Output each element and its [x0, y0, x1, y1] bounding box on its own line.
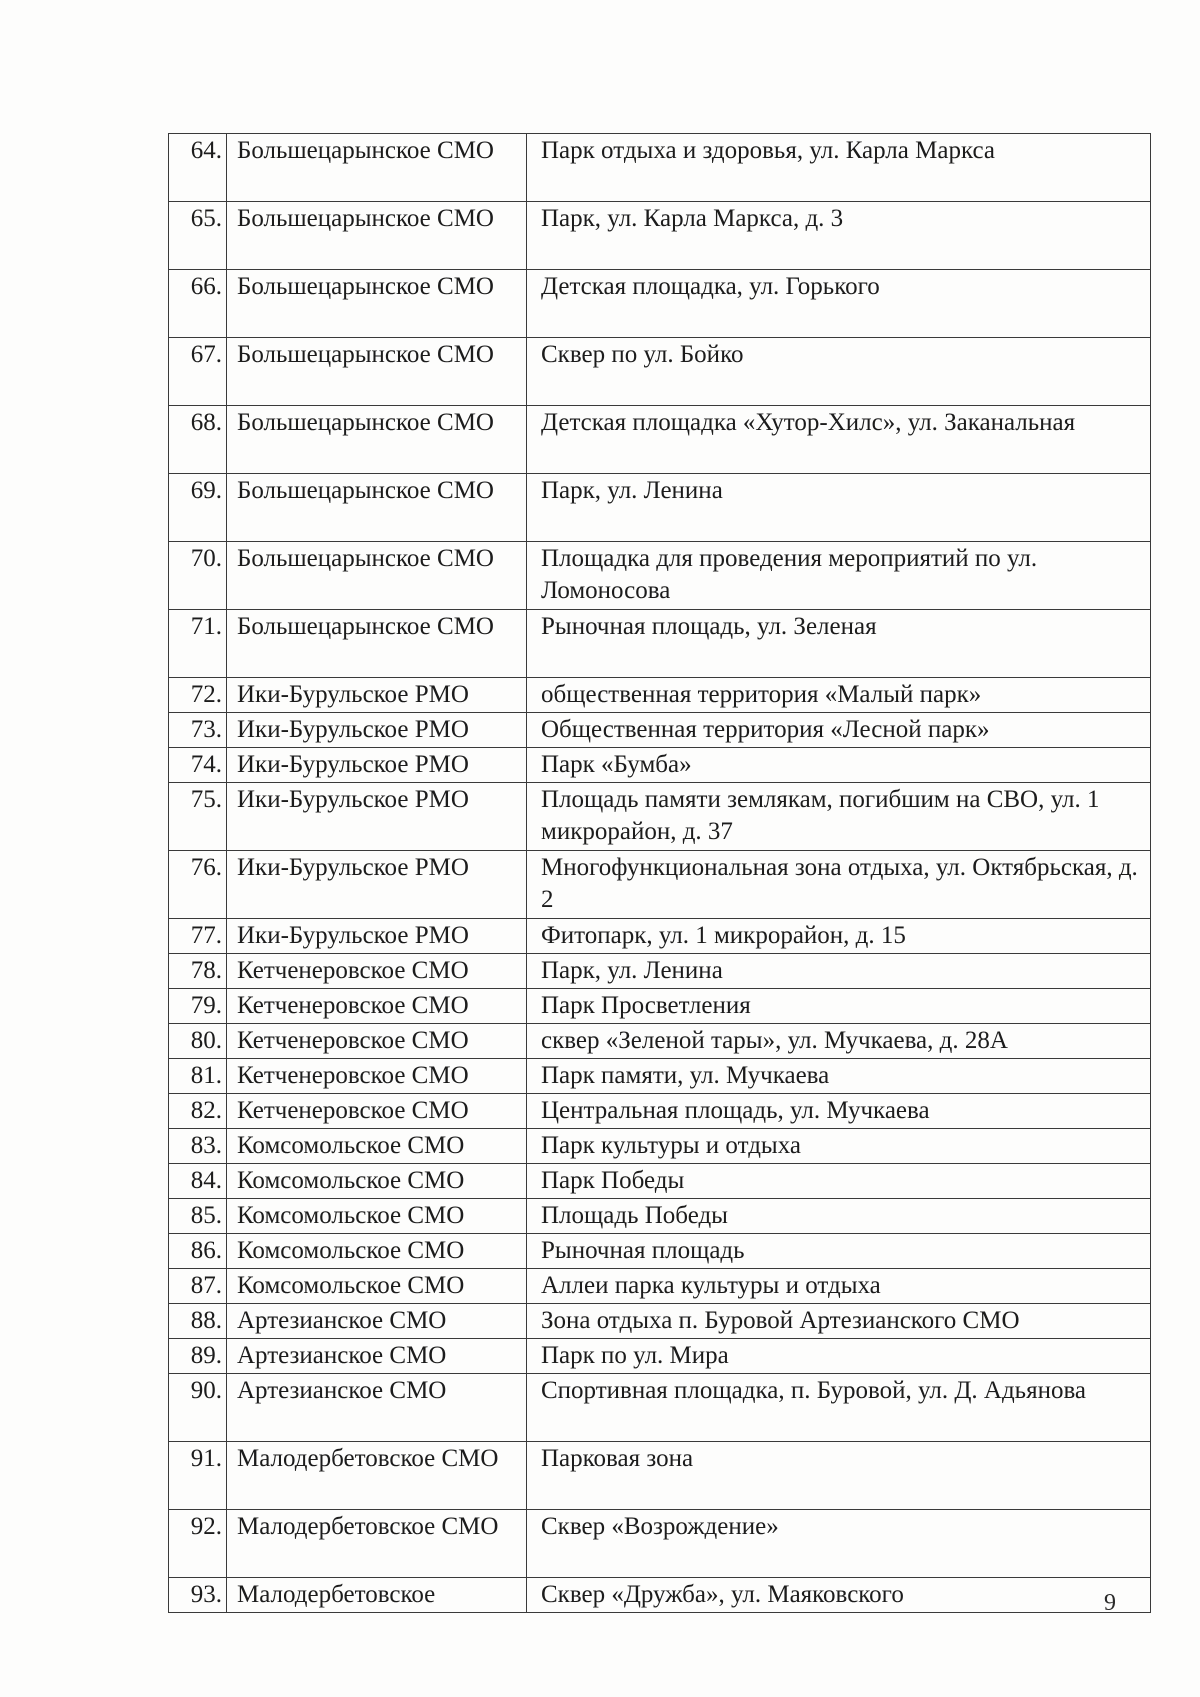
municipality: Большецарынское СМО	[227, 338, 527, 406]
territory-name: Спортивная площадка, п. Буровой, ул. Д. Адьянова	[527, 1374, 1151, 1442]
row-number: 88.	[169, 1304, 227, 1339]
row-number: 66.	[169, 270, 227, 338]
territory-name: Парк, ул. Ленина	[527, 954, 1151, 989]
municipality: Кетченеровское СМО	[227, 1059, 527, 1094]
row-number: 83.	[169, 1129, 227, 1164]
territory-name: Сквер «Дружба», ул. Маяковского	[527, 1578, 1151, 1613]
table-row	[169, 713, 1151, 748]
municipality: Большецарынское СМО	[227, 474, 527, 542]
row-number: 65.	[169, 202, 227, 270]
row-number: 75.	[169, 783, 227, 851]
row-number: 86.	[169, 1234, 227, 1269]
row-number: 85.	[169, 1199, 227, 1234]
row-number: 68.	[169, 406, 227, 474]
municipality: Большецарынское СМО	[227, 270, 527, 338]
row-number: 90.	[169, 1374, 227, 1442]
row-number: 80.	[169, 1024, 227, 1059]
table-row	[169, 202, 1151, 270]
row-number: 74.	[169, 748, 227, 783]
table-row	[169, 919, 1151, 954]
municipality: Ики-Бурульское РМО	[227, 678, 527, 713]
territory-name: Парк, ул. Ленина	[527, 474, 1151, 542]
table-row	[169, 610, 1151, 678]
municipality: Ики-Бурульское РМО	[227, 783, 527, 851]
territory-name: Общественная территория «Лесной парк»	[527, 713, 1151, 748]
territory-name: общественная территория «Малый парк»	[527, 678, 1151, 713]
municipality: Комсомольское СМО	[227, 1129, 527, 1164]
table-row	[169, 1304, 1151, 1339]
territory-name: Парковая зона	[527, 1442, 1151, 1510]
table-row	[169, 783, 1151, 851]
municipality: Большецарынское СМО	[227, 202, 527, 270]
territory-name: Парк культуры и отдыха	[527, 1129, 1151, 1164]
municipality: Артезианское СМО	[227, 1339, 527, 1374]
municipality: Большецарынское СМО	[227, 610, 527, 678]
row-number: 87.	[169, 1269, 227, 1304]
table-row	[169, 1374, 1151, 1442]
territory-name: сквер «Зеленой тары», ул. Мучкаева, д. 28А	[527, 1024, 1151, 1059]
table-row	[169, 1094, 1151, 1129]
table-row	[169, 678, 1151, 713]
table-row	[169, 1024, 1151, 1059]
territory-name: Парк Просветления	[527, 989, 1151, 1024]
municipality: Комсомольское СМО	[227, 1269, 527, 1304]
table-row	[169, 1510, 1151, 1578]
table-row	[169, 989, 1151, 1024]
territory-name: Детская площадка «Хутор-Хилс», ул. Заканальная	[527, 406, 1151, 474]
municipality: Большецарынское СМО	[227, 134, 527, 202]
territory-name: Парк памяти, ул. Мучкаева	[527, 1059, 1151, 1094]
municipality: Комсомольское СМО	[227, 1234, 527, 1269]
public-spaces-table	[168, 133, 1151, 1613]
table-row	[169, 542, 1151, 610]
municipality: Большецарынское СМО	[227, 406, 527, 474]
municipality: Малодербетовское	[227, 1578, 527, 1613]
table-row	[169, 270, 1151, 338]
territory-name: Парк «Бумба»	[527, 748, 1151, 783]
table-row	[169, 1129, 1151, 1164]
municipality: Ики-Бурульское РМО	[227, 713, 527, 748]
table-row	[169, 1199, 1151, 1234]
row-number: 76.	[169, 851, 227, 919]
table-row	[169, 1059, 1151, 1094]
territory-name: Площадь Победы	[527, 1199, 1151, 1234]
municipality: Кетченеровское СМО	[227, 1094, 527, 1129]
row-number: 72.	[169, 678, 227, 713]
territory-name: Парк, ул. Карла Маркса, д. 3	[527, 202, 1151, 270]
row-number: 81.	[169, 1059, 227, 1094]
table-row	[169, 1269, 1151, 1304]
municipality: Кетченеровское СМО	[227, 1024, 527, 1059]
territory-name: Сквер по ул. Бойко	[527, 338, 1151, 406]
territory-name: Фитопарк, ул. 1 микрорайон, д. 15	[527, 919, 1151, 954]
municipality: Кетченеровское СМО	[227, 954, 527, 989]
row-number: 67.	[169, 338, 227, 406]
territory-name: Рыночная площадь	[527, 1234, 1151, 1269]
row-number: 78.	[169, 954, 227, 989]
table-row	[169, 954, 1151, 989]
territory-name: Зона отдыха п. Буровой Артезианского СМО	[527, 1304, 1151, 1339]
table-row	[169, 406, 1151, 474]
row-number: 64.	[169, 134, 227, 202]
territory-name: Площадка для проведения мероприятий по ул. Ломоносова	[527, 542, 1151, 610]
table-row	[169, 851, 1151, 919]
row-number: 73.	[169, 713, 227, 748]
table-row	[169, 1164, 1151, 1199]
territory-name: Рыночная площадь, ул. Зеленая	[527, 610, 1151, 678]
table-row	[169, 474, 1151, 542]
municipality: Малодербетовское СМО	[227, 1510, 527, 1578]
table-row	[169, 748, 1151, 783]
table-row	[169, 1339, 1151, 1374]
row-number: 93.	[169, 1578, 227, 1613]
municipality: Комсомольское СМО	[227, 1164, 527, 1199]
municipality: Ики-Бурульское РМО	[227, 851, 527, 919]
table-row	[169, 1234, 1151, 1269]
table-body	[169, 134, 1151, 1613]
page-number: 9	[1104, 1590, 1116, 1616]
territory-name: Аллеи парка культуры и отдыха	[527, 1269, 1151, 1304]
municipality: Ики-Бурульское РМО	[227, 919, 527, 954]
row-number: 79.	[169, 989, 227, 1024]
row-number: 92.	[169, 1510, 227, 1578]
territory-name: Детская площадка, ул. Горького	[527, 270, 1151, 338]
municipality: Артезианское СМО	[227, 1304, 527, 1339]
table-row	[169, 338, 1151, 406]
territory-name: Площадь памяти землякам, погибшим на СВО, ул. 1 микрорайон, д. 37	[527, 783, 1151, 851]
municipality: Кетченеровское СМО	[227, 989, 527, 1024]
municipality: Большецарынское СМО	[227, 542, 527, 610]
row-number: 84.	[169, 1164, 227, 1199]
territory-name: Парк Победы	[527, 1164, 1151, 1199]
municipality: Малодербетовское СМО	[227, 1442, 527, 1510]
row-number: 71.	[169, 610, 227, 678]
territory-name: Центральная площадь, ул. Мучкаева	[527, 1094, 1151, 1129]
municipality: Ики-Бурульское РМО	[227, 748, 527, 783]
table-row	[169, 1578, 1151, 1613]
row-number: 77.	[169, 919, 227, 954]
row-number: 82.	[169, 1094, 227, 1129]
table-row	[169, 1442, 1151, 1510]
row-number: 69.	[169, 474, 227, 542]
row-number: 91.	[169, 1442, 227, 1510]
row-number: 89.	[169, 1339, 227, 1374]
territory-name: Сквер «Возрождение»	[527, 1510, 1151, 1578]
territory-name: Парк отдыха и здоровья, ул. Карла Маркса	[527, 134, 1151, 202]
territory-name: Парк по ул. Мира	[527, 1339, 1151, 1374]
municipality: Артезианское СМО	[227, 1374, 527, 1442]
municipality: Комсомольское СМО	[227, 1199, 527, 1234]
territory-name: Многофункциональная зона отдыха, ул. Октябрьская, д. 2	[527, 851, 1151, 919]
row-number: 70.	[169, 542, 227, 610]
table-row	[169, 134, 1151, 202]
